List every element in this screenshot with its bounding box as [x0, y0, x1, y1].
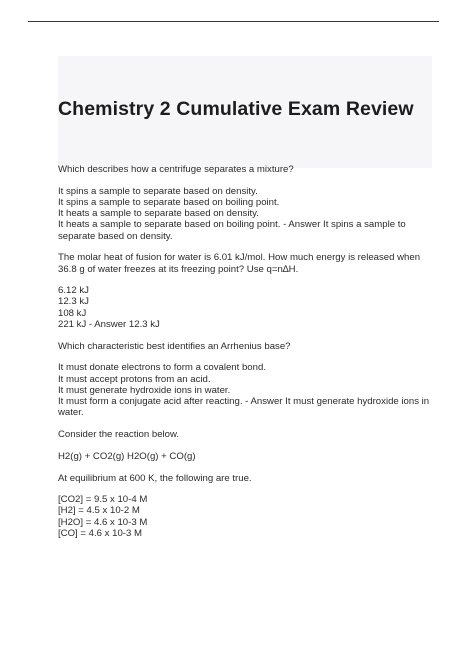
question-2-option-a: 6.12 kJ [58, 285, 89, 297]
question-3-option-c: It must generate hydroxide ions in water. [58, 384, 231, 396]
question-1-option-d: It heats a sample to separate based on boiling point. - Answer It spins a sample to [58, 219, 406, 231]
question-4-equilibrium-statement: At equilibrium at 600 K, the following are true. [58, 472, 252, 484]
question-2-text-line-1: The molar heat of fusion for water is 6.01 kJ/mol. How much energy is released when [58, 252, 421, 264]
concentration-h2o: [H2O] = 4.6 x 10-3 M [58, 516, 148, 528]
top-divider [28, 21, 439, 22]
question-2-option-c: 108 kJ [58, 307, 87, 319]
concentration-h2: [H2] = 4.5 x 10-2 M [58, 505, 140, 517]
page-title: Chemistry 2 Cumulative Exam Review [58, 98, 414, 120]
concentration-co2: [CO2] = 9.5 x 10-4 M [58, 494, 148, 506]
question-2-option-b: 12.3 kJ [58, 296, 89, 308]
question-3-answer-continuation: water. [58, 407, 84, 419]
concentration-co: [CO] = 4.6 x 10-3 M [58, 527, 142, 539]
question-1-option-a: It spins a sample to separate based on density. [58, 185, 258, 197]
question-3-option-b: It must accept protons from an acid. [58, 373, 211, 385]
question-2-text-line-2: 36.8 g of water freezes at its freezing point? Use q=n∆H. [58, 263, 299, 275]
question-3-option-a: It must donate electrons to form a covalent bond. [58, 362, 266, 374]
question-4-intro: Consider the reaction below. [58, 428, 180, 440]
question-1-option-b: It spins a sample to separate based on boiling point. [58, 196, 280, 208]
question-3-text: Which characteristic best identifies an Arrhenius base? [58, 340, 291, 352]
question-1-answer-continuation: separate based on density. [58, 230, 173, 242]
question-1-text: Which describes how a centrifuge separates a mixture? [58, 164, 294, 175]
question-3-option-d: It must form a conjugate acid after reacting. - Answer It must generate hydroxide ions in [58, 395, 430, 407]
question-4-reaction: H2(g) + CO2(g) H2O(g) + CO(g) [58, 450, 196, 462]
document-body [58, 164, 438, 539]
question-1-option-c: It heats a sample to separate based on density. [58, 208, 259, 220]
question-2-option-d: 221 kJ - Answer 12.3 kJ [58, 318, 160, 330]
